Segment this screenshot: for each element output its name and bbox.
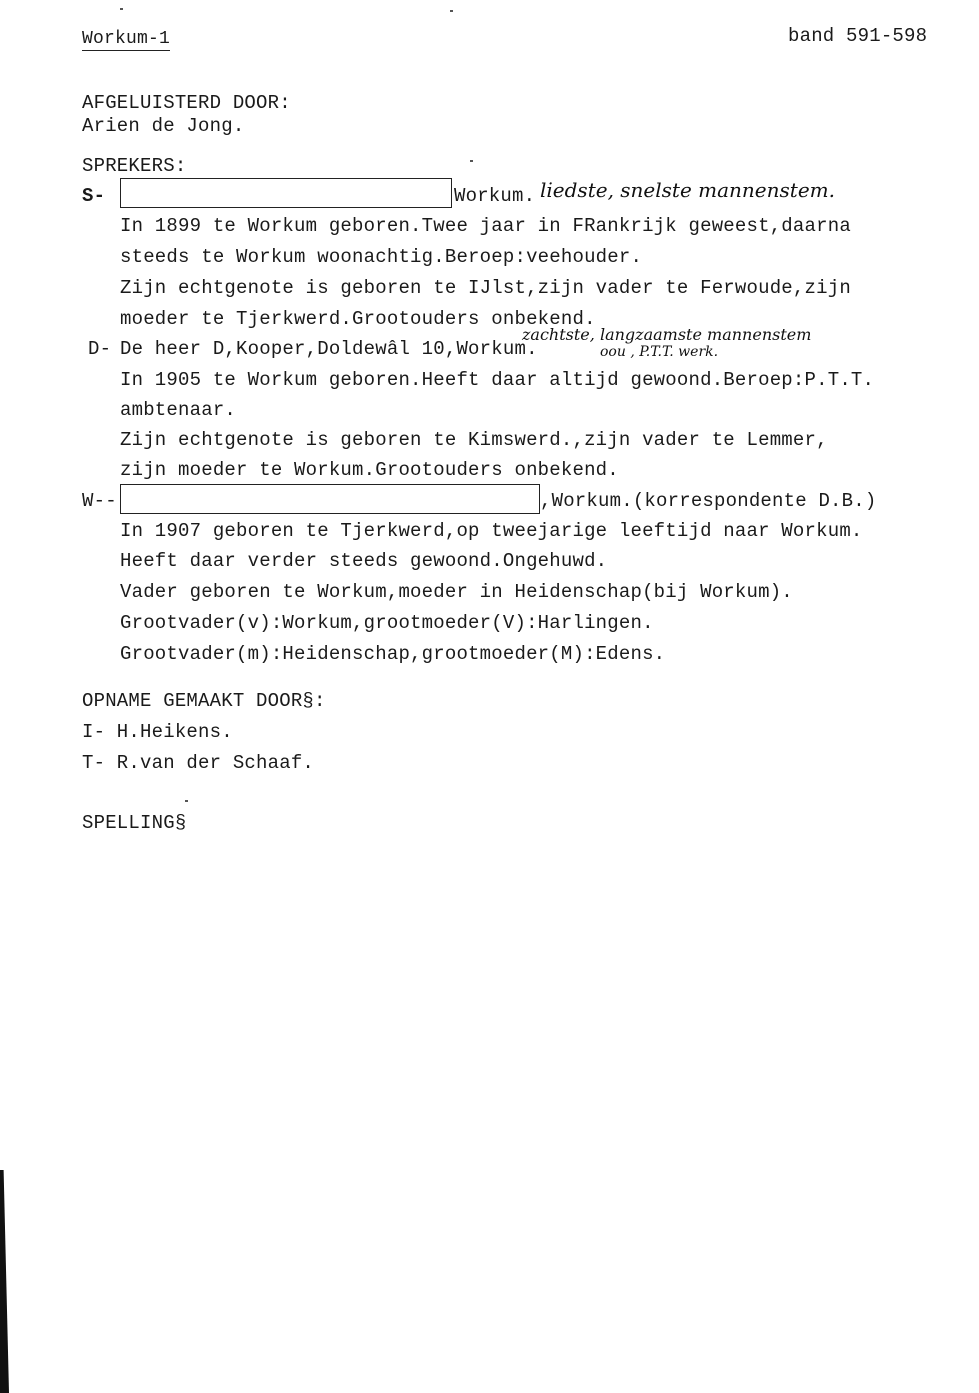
speakers-heading: SPREKERS: <box>82 155 187 177</box>
speaker-w-redacted-name <box>120 484 540 514</box>
scan-speck <box>120 8 123 10</box>
speaker-w-place: ,Workum.(korrespondente D.B.) <box>540 490 877 512</box>
speaker-d-line: Zijn echtgenote is geboren te Kimswerd.,zijn vader te Lemmer, <box>120 429 828 451</box>
band-label: band 591-598 <box>788 25 928 47</box>
speaker-d-line: ambtenaar. <box>120 399 237 421</box>
speaker-d-handwritten-note-2: oou , P.T.T. werk. <box>600 344 719 360</box>
speaker-w-line: Grootvader(v):Workum,grootmoeder(V):Harlingen. <box>120 612 654 634</box>
scan-margin-bar <box>0 1170 9 1393</box>
speaker-s-handwritten-note: liedste, snelste mannenstem. <box>540 178 835 202</box>
scan-speck <box>450 10 453 12</box>
spelling-heading: SPELLING§ <box>82 812 187 834</box>
speaker-s-place: Workum. <box>454 185 536 207</box>
recording-person: I- H.Heikens. <box>82 721 233 743</box>
speaker-d-line: In 1905 te Workum geboren.Heeft daar altijd gewoond.Beroep:P.T.T. <box>120 369 875 391</box>
recorded-by-name: Arien de Jong. <box>82 115 245 137</box>
speaker-s-line: In 1899 te Workum geboren.Twee jaar in FRankrijk geweest,daarna <box>120 215 851 237</box>
speaker-d-line: zijn moeder te Workum.Grootouders onbekend. <box>120 459 619 481</box>
speaker-d-intro: De heer D,Kooper,Doldewâl 10,Workum. <box>120 338 538 360</box>
document-id: Workum-1 <box>82 29 171 49</box>
speaker-d-handwritten-note: zachtste, langzaamste mannenstem <box>522 325 812 344</box>
speaker-s-line: Zijn echtgenote is geboren te IJlst,zijn vader te Ferwoude,zijn <box>120 277 851 299</box>
scan-speck <box>470 160 473 162</box>
scan-speck <box>185 800 188 802</box>
recording-person: T- R.van der Schaaf. <box>82 752 315 774</box>
speaker-s-line: moeder te Tjerkwerd.Grootouders onbekend. <box>120 308 596 330</box>
speaker-w-line: Heeft daar verder steeds gewoond.Ongehuwd. <box>120 550 608 572</box>
speaker-s-marker: S- <box>82 185 106 207</box>
speaker-s-line: steeds te Workum woonachtig.Beroep:veehouder. <box>120 246 643 268</box>
speaker-w-line: Vader geboren te Workum,moeder in Heidenschap(bij Workum). <box>120 581 793 603</box>
speaker-w-marker: W-- <box>82 490 117 512</box>
recorded-by-heading: AFGELUISTERD DOOR: <box>82 92 291 114</box>
speaker-w-line: Grootvader(m):Heidenschap,grootmoeder(M):Edens. <box>120 643 666 665</box>
speaker-w-line: In 1907 geboren te Tjerkwerd,op tweejarige leeftijd naar Workum. <box>120 520 863 542</box>
speaker-d-marker: D- <box>88 338 112 360</box>
recording-heading: OPNAME GEMAAKT DOOR§: <box>82 690 326 712</box>
speaker-s-redacted-name <box>120 178 452 208</box>
